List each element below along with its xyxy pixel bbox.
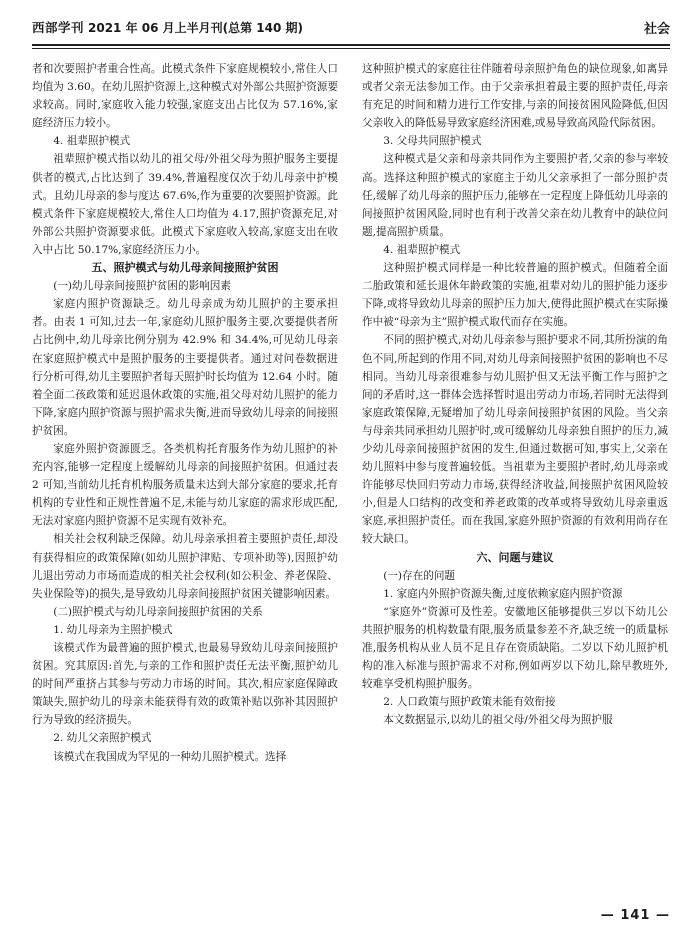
section-heading: 六、问题与建议 bbox=[476, 550, 554, 564]
paragraph: 不同的照护模式,对幼儿母亲参与照护要求不同,其所扮演的角色不同,所起到的作用不同,对幼儿母亲间接照护贫困的影响也不尽相同。当幼儿母亲很难参与幼儿照护但又无法平衡工作与照护之间的矛盾时,这一群体会选择暂时退出劳动力市场,若同时无法得到家庭政策保障,无疑增加了幼儿母亲间接照护贫困的风险。当父亲与母亲共同承担幼儿照护时,或可缓解幼儿母亲独自照护的压力,减少幼儿母亲间接照护贫困的发生,但通过数据可知,事实上,父亲在幼儿照料中参与度普遍较低。当祖辈为主要照护者时,幼儿母亲或许能够尽快回归劳动力市场,获得经济收益,间接照护贫困风险较小,但是人口结构的改变和养老政策的改革或将导致幼儿母亲重返家庭,承担照护责任。而在我国,家庭外照护资源的有效利用尚存在较大缺口。 bbox=[362, 334, 668, 546]
item-heading: 3. 父母共同照护模式 bbox=[383, 135, 482, 148]
section-label: 社会 bbox=[643, 22, 670, 37]
paragraph: 该模式作为最普遍的照护模式,也最易导致幼儿母亲间接照护贫困。究其原因:首先,与亲的工作和照护责任无法平衡,照护幼儿的时间严重挤占其参与劳动力市场的时间。其次,相应家庭保障政策缺失,照护幼儿的母亲未能获得有效的政策补贴以弥补其因照护行为导致的经济损失。 bbox=[32, 642, 338, 727]
paragraph: 相关社会权利缺乏保障。幼儿母亲承担着主要照护责任,却没有获得相应的政策保障(如幼儿照护津贴、专项补助等),因照护幼儿退出劳动力市场而造成的相关社会权利(如公积金、养老保险、失业保险等)的损失,是导致幼儿母亲间接照护贫困关键影响因素。 bbox=[32, 533, 338, 600]
paragraph: 这种模式是父亲和母亲共同作为主要照护者,父亲的参与率较高。选择这种照护模式的家庭主于幼儿父亲承担了一部分照护责任,缓解了幼儿母亲的照护压力,能够在一定程度上降低幼儿母亲的间接照护贫困风险,同时也有利于改善父亲在幼儿教育中的缺位问题,提高照护质量。 bbox=[362, 153, 668, 238]
item-heading: 4. 祖辈照护模式 bbox=[53, 135, 131, 148]
item-heading: 4. 祖辈照护模式 bbox=[383, 243, 461, 256]
right-column bbox=[362, 60, 668, 900]
header-rule-thick bbox=[32, 44, 670, 46]
section-heading: 五、照护模式与幼儿母亲间接照护贫困 bbox=[91, 261, 279, 275]
page-header bbox=[32, 18, 670, 40]
item-heading: 2. 人口政策与照护政策未能有效衔接 bbox=[383, 696, 556, 709]
paragraph: 本文数据显示,以幼儿的祖父母/外祖父母为照护服 bbox=[383, 714, 613, 727]
subsection-heading: (一)存在的问题 bbox=[383, 569, 456, 582]
item-heading: 2. 幼儿父亲照护模式 bbox=[53, 732, 152, 745]
page-number: — 141 — bbox=[600, 908, 670, 923]
journal-logo: 西部学刊 bbox=[32, 20, 85, 35]
paragraph: “家庭外”资源可及性差。安徽地区能够提供三岁以下幼儿公共照护服务的机构数量有限,服务质量参差不齐,缺乏统一的质量标准,服务机构从业人员不足且存在资质缺陷。二岁以下幼儿照护机构的准入标准与照护需求不对称,例如两岁以下幼儿,除早教班外,较难享受机构照护服务。 bbox=[362, 605, 668, 691]
left-column bbox=[32, 60, 338, 900]
subsection-heading: (二)照护模式与幼儿母亲间接照护贫困的关系 bbox=[53, 605, 263, 618]
paragraph: 该模式在我国成为罕见的一种幼儿照护模式。选择 bbox=[53, 750, 287, 763]
subsection-heading: (一)幼儿母亲间接照护贫困的影响因素 bbox=[53, 280, 231, 293]
paragraph: 祖辈照护模式指以幼儿的祖父母/外祖父母为照护服务主要提供者的模式,占比达到了 39.4%,普遍程度仅次于幼儿母亲中护模式。且幼儿母亲的参与度达 67.6%,作为重要的次要照护资源。此模式条件下家庭规模较大,常住人口均值为 4.17,照护资源充足,对外部公共照护资源要求低。此模式下家庭收入较高,家庭支出在收入中占比 50.17%,家庭经济压力小。 bbox=[32, 153, 338, 256]
paragraph: 这种照护模式的家庭往往伴随着母亲照护角色的缺位现象,如离异或者父亲无法参加工作。由于父亲承担着最主要的照护责任,母亲有充足的时间和精力进行工作安排,与亲的间接贫困风险降低,但因父亲收入的降低易导致家庭经济困难,或易导致高风险代际贫困。 bbox=[362, 63, 668, 130]
header-rule-thin bbox=[32, 48, 670, 49]
paragraph: 者和次要照护者重合性高。此模式条件下家庭规模较小,常住人口均值为 3.60。在幼儿照护资源上,这种模式对外部公共照护资源要求较高。同时,家庭收入能力较强,家庭支出占比仅为 57.16%,家庭经济压力较小。 bbox=[32, 63, 338, 130]
paragraph: 这种照护模式同样是一种比较普遍的照护模式。但随着全面二胎政策和延长退休年龄政策的实施,祖辈对幼儿的照护能力逐步下降,或将导致幼儿母亲的照护压力加大,使得此照护模式在实际操作中被“母亲为主”照护模式取代而存在实施。 bbox=[362, 262, 668, 329]
issue-info: 2021 年 06 月上半月刊(总第 140 期) bbox=[88, 21, 304, 35]
paragraph: 家庭内照护资源缺乏。幼儿母亲成为幼儿照护的主要承担者。由表 1 可知,过去一年,家庭幼儿照护服务主要,次要提供者所占比例中,幼儿母亲比例分别为 42.9% 和 34.4%,可见幼儿母亲在家庭照护模式中是照护服务的主要提供者。通过对问卷数据进行分析可得,幼儿主要照护者每天照护时长均值为 12.64 小时。随着全面二孩政策和延迟退休政策的实施,祖父母对幼儿照护的能力下降,家庭内照护资源与照护需求失衡,进而导致幼儿母亲的间接照护贫困。 bbox=[32, 298, 338, 437]
paragraph: 家庭外照护资源匮乏。各类机构托育服务作为幼儿照护的补充内容,能够一定程度上缓解幼儿母亲的间接照护贫困。但通过表 2 可知,当前幼儿托育机构服务质量未达到大部分家庭的要求,托育机构的专业性和正规性普遍不足,未能与幼儿家庭的需求形成匹配,无法对家庭内照护资源不足实现有效补充。 bbox=[32, 442, 338, 528]
item-heading: 1. 幼儿母亲为主照护模式 bbox=[53, 623, 173, 636]
item-heading: 1. 家庭内外照护资源失衡,过度依赖家庭内照护资源 bbox=[383, 587, 623, 600]
